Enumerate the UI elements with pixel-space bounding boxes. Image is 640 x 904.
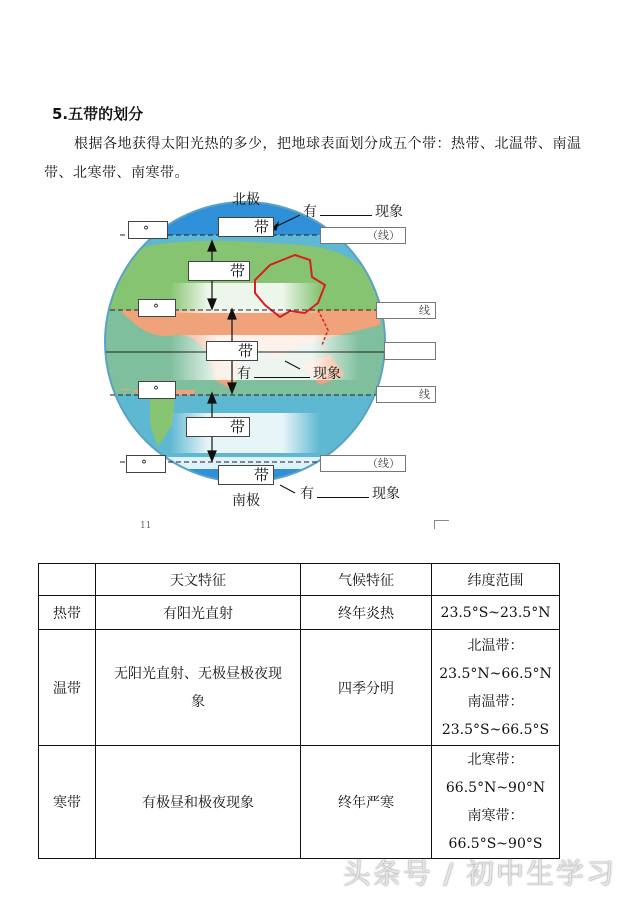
north-temperate-band-box[interactable]: 带 bbox=[188, 261, 250, 281]
arctic-circle-line-box[interactable]: （线） bbox=[320, 227, 406, 244]
zone-name-cell: 温带 bbox=[39, 630, 96, 746]
north-phenomenon-label: 有 现象 bbox=[303, 204, 403, 220]
antarctic-circle-line-box[interactable]: （线） bbox=[320, 455, 406, 472]
corner-mark bbox=[434, 520, 449, 529]
intro-paragraph: 根据各地获得太阳光热的多少，把地球表面划分成五个带：热带、北温带、南温带、北寒带、南寒带。 bbox=[44, 136, 582, 181]
watermark: 头条号 / 初中生学习 bbox=[342, 857, 616, 890]
tropic-of-cancer-line-box[interactable]: 线 bbox=[376, 302, 436, 319]
tropical-phenomenon-label: 有 现象 bbox=[237, 366, 341, 382]
zone-name-cell: 热带 bbox=[39, 596, 96, 630]
table-header-cell: 天文特征 bbox=[96, 564, 301, 596]
tropic-of-capricorn-line-box[interactable]: 线 bbox=[376, 386, 436, 403]
degree-box-north-polar-circle[interactable]: ° bbox=[128, 221, 168, 239]
latitude-cell: 北温带： 23.5°N~66.5°N 南温带： 23.5°S~66.5°S bbox=[432, 630, 560, 746]
table-row bbox=[39, 746, 560, 859]
table-row bbox=[39, 596, 560, 630]
degree-box-tropic-of-cancer[interactable]: ° bbox=[138, 299, 176, 317]
degree-box-tropic-of-capricorn[interactable]: ° bbox=[138, 381, 176, 399]
north-frigid-band-box[interactable]: 带 bbox=[218, 217, 274, 237]
page-number: 11 bbox=[140, 521, 152, 531]
zones-table bbox=[38, 563, 560, 859]
north-phenomenon-blank[interactable] bbox=[320, 203, 372, 216]
astro-cell: 有极昼和极夜现象 bbox=[96, 746, 301, 859]
section-title: 5.五带的划分 bbox=[52, 105, 144, 123]
climate-cell: 四季分明 bbox=[301, 630, 432, 746]
south-temperate-band-box[interactable]: 带 bbox=[186, 417, 250, 437]
tropical-band-box[interactable]: 带 bbox=[206, 341, 258, 361]
climate-cell: 终年炎热 bbox=[301, 596, 432, 630]
south-frigid-band-box[interactable]: 带 bbox=[218, 465, 274, 485]
astro-cell: 无阳光直射、无极昼极夜现 象 bbox=[96, 630, 301, 746]
equator-line-box[interactable] bbox=[384, 342, 436, 360]
north-pole-label: 北极 bbox=[232, 192, 260, 208]
five-zones-diagram bbox=[0, 185, 640, 535]
table-header-row bbox=[39, 564, 560, 596]
table-header-cell bbox=[39, 564, 96, 596]
south-phenomenon-label: 有 现象 bbox=[300, 486, 400, 502]
table-header-cell: 气候特征 bbox=[301, 564, 432, 596]
table-row bbox=[39, 630, 560, 746]
south-pole-label: 南极 bbox=[232, 493, 260, 509]
tropical-phenomenon-blank[interactable] bbox=[254, 365, 310, 378]
latitude-cell: 23.5°S~23.5°N bbox=[432, 596, 560, 630]
south-phenomenon-blank[interactable] bbox=[317, 485, 369, 498]
climate-cell: 终年严寒 bbox=[301, 746, 432, 859]
degree-box-south-polar-circle[interactable]: ° bbox=[126, 455, 166, 473]
table-header-cell: 纬度范围 bbox=[432, 564, 560, 596]
zone-name-cell: 寒带 bbox=[39, 746, 96, 859]
astro-cell: 有阳光直射 bbox=[96, 596, 301, 630]
latitude-cell: 北寒带：66.5°N~90°N 南寒带：66.5°S~90°S bbox=[432, 746, 560, 859]
